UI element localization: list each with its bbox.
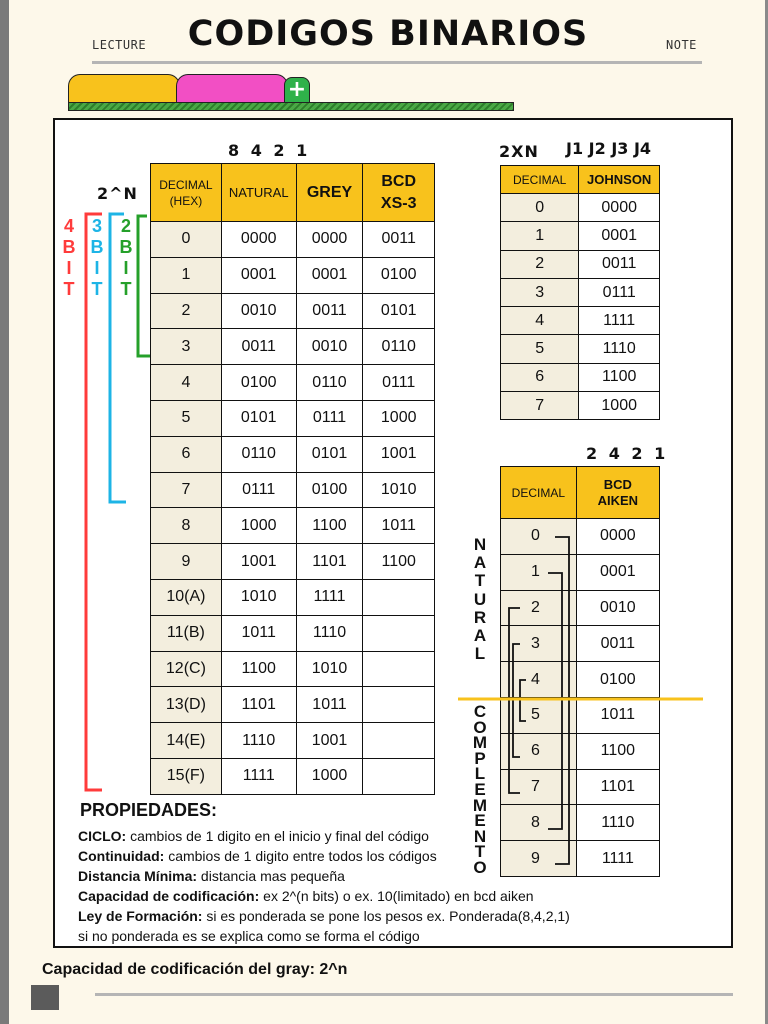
decimal-cell: 8 xyxy=(151,508,222,544)
decimal-cell: 4 xyxy=(501,307,579,335)
grey-cell: 0001 xyxy=(296,257,363,293)
decimal-cell: 7 xyxy=(151,472,222,508)
johnson-positions-label: J1 J2 J3 J4 xyxy=(566,139,652,158)
grey-cell: 0000 xyxy=(296,222,363,258)
footer-square-icon[interactable] xyxy=(31,985,59,1010)
natural-cell: 1011 xyxy=(221,615,296,651)
property-continuation: si no ponderada es se explica como se forma el código xyxy=(78,928,420,944)
bcd-cell: 0011 xyxy=(363,222,435,258)
aiken-cell: 0001 xyxy=(576,554,659,590)
complemento-letter: E xyxy=(474,811,486,831)
johnson-header-johnson: JOHNSON xyxy=(579,166,660,194)
bcd-cell: 1001 xyxy=(363,436,435,472)
property-term: Ley de Formación: xyxy=(78,908,203,924)
grey-cell: 0111 xyxy=(296,400,363,436)
bcd-cell: 1000 xyxy=(363,400,435,436)
grey-cell: 1111 xyxy=(296,579,363,615)
decimal-cell: 13(D) xyxy=(151,687,222,723)
decimal-cell: 2 xyxy=(501,250,579,278)
natural-cell: 1000 xyxy=(221,508,296,544)
decimal-cell: 9 xyxy=(151,544,222,580)
decimal-cell: 3 xyxy=(501,626,577,662)
property-term: Capacidad de codificación: xyxy=(78,888,260,904)
decimal-cell: 11(B) xyxy=(151,615,222,651)
johnson-cell: 0000 xyxy=(579,194,660,222)
note-label: NOTE xyxy=(666,38,697,52)
decimal-cell: 0 xyxy=(151,222,222,258)
property-text: ex 2^(n bits) o ex. 10(limitado) en bcd aiken xyxy=(259,888,534,904)
bcd-cell: 0100 xyxy=(363,257,435,293)
grey-cell: 0110 xyxy=(296,365,363,401)
complemento-letter: E xyxy=(474,779,486,799)
decimal-cell: 5 xyxy=(501,335,579,363)
decimal-cell: 6 xyxy=(501,363,579,391)
header-decimal-hex: DECIMAL (HEX) xyxy=(151,164,222,222)
decimal-cell: 0 xyxy=(501,194,579,222)
grey-cell: 1110 xyxy=(296,615,363,651)
natural-cell: 1110 xyxy=(221,723,296,759)
decimal-cell: 4 xyxy=(151,365,222,401)
natural-cell: 0110 xyxy=(221,436,296,472)
property-text: si es ponderada se pone los pesos ex. Ponderada(8,4,2,1) xyxy=(202,908,570,924)
johnson-cell: 1110 xyxy=(579,335,660,363)
property-item xyxy=(78,866,638,886)
property-term: Distancia Mínima: xyxy=(78,868,198,884)
complemento-letter: M xyxy=(472,733,488,753)
johnson-cell: 0011 xyxy=(579,250,660,278)
power-2n-label: 2^N xyxy=(97,184,138,203)
aiken-cell: 1101 xyxy=(576,769,659,805)
natural-letter: L xyxy=(474,644,486,664)
complemento-letter: O xyxy=(473,717,487,737)
weights-8421-label: 8 4 2 1 xyxy=(228,141,311,160)
bcd-cell: 0111 xyxy=(363,365,435,401)
aiken-header-decimal: DECIMAL xyxy=(501,467,577,519)
property-text: cambios de 1 digito entre todos los códigos xyxy=(164,848,437,864)
bcd-cell: 0101 xyxy=(363,293,435,329)
four-bit-label: 4 B I T xyxy=(62,216,76,299)
lecture-label: LECTURE xyxy=(92,38,147,52)
bcd-cell: 1010 xyxy=(363,472,435,508)
property-item xyxy=(78,826,638,846)
three-bit-label: 3 B I T xyxy=(90,216,104,299)
natural-cell: 1001 xyxy=(221,544,296,580)
grey-cell: 0011 xyxy=(296,293,363,329)
header-grey: GREY xyxy=(296,164,363,222)
decimal-cell: 1 xyxy=(151,257,222,293)
decimal-cell: 4 xyxy=(501,662,577,698)
decimal-cell: 7 xyxy=(501,769,577,805)
complemento-letter: T xyxy=(474,842,486,862)
add-tab-button[interactable]: + xyxy=(284,77,310,103)
header-natural: NATURAL xyxy=(221,164,296,222)
grey-cell: 1100 xyxy=(296,508,363,544)
aiken-cell: 0010 xyxy=(576,590,659,626)
footer-note: Capacidad de codificación del gray: 2^n xyxy=(42,961,348,978)
complemento-letter: C xyxy=(473,702,487,721)
johnson-cell: 1100 xyxy=(579,363,660,391)
header-bcd-xs3: BCD XS-3 xyxy=(363,164,435,222)
property-term: CICLO: xyxy=(78,828,127,844)
johnson-cell: 0001 xyxy=(579,222,660,250)
grey-cell: 0101 xyxy=(296,436,363,472)
decimal-cell: 2 xyxy=(501,590,577,626)
natural-cell: 0011 xyxy=(221,329,296,365)
two-bit-label: 2 B I T xyxy=(119,216,133,299)
decimal-cell: 3 xyxy=(501,278,579,306)
power-2xn-label: 2XN xyxy=(499,142,539,161)
johnson-header-decimal: DECIMAL xyxy=(501,166,579,194)
aiken-cell: 1111 xyxy=(576,841,659,877)
aiken-cell: 0000 xyxy=(576,519,659,555)
decimal-cell: 3 xyxy=(151,329,222,365)
grey-cell: 1101 xyxy=(296,544,363,580)
grey-cell: 1011 xyxy=(296,687,363,723)
grey-cell: 1010 xyxy=(296,651,363,687)
bcd-cell: 1011 xyxy=(363,508,435,544)
decimal-cell: 12(C) xyxy=(151,651,222,687)
johnson-cell: 0111 xyxy=(579,278,660,306)
natural-cell: 0010 xyxy=(221,293,296,329)
aiken-cell: 0011 xyxy=(576,626,659,662)
decimal-cell: 9 xyxy=(501,841,577,877)
complemento-letter: O xyxy=(473,857,487,877)
decimal-cell: 6 xyxy=(501,733,577,769)
decimal-cell: 7 xyxy=(501,392,579,420)
decimal-cell: 15(F) xyxy=(151,758,222,794)
decimal-cell: 1 xyxy=(501,222,579,250)
property-item xyxy=(78,886,638,906)
properties-list xyxy=(78,826,638,946)
natural-cell: 0000 xyxy=(221,222,296,258)
natural-letter: N xyxy=(473,535,487,554)
decimal-cell: 6 xyxy=(151,436,222,472)
decimal-cell: 8 xyxy=(501,805,577,841)
complemento-letter: P xyxy=(474,748,486,768)
natural-letter: R xyxy=(473,607,487,627)
complemento-letter: L xyxy=(474,764,486,784)
natural-cell: 0111 xyxy=(221,472,296,508)
natural-letter: U xyxy=(473,589,487,609)
page-title: CODIGOS BINARIOS xyxy=(187,14,589,54)
natural-cell: 1100 xyxy=(221,651,296,687)
aiken-header-bcd-aiken: BCD AIKEN xyxy=(576,467,659,519)
grey-cell: 0100 xyxy=(296,472,363,508)
aiken-cell: 1011 xyxy=(576,697,659,733)
aiken-cell: 0100 xyxy=(576,662,659,698)
property-text: cambios de 1 digito en el inicio y final del código xyxy=(126,828,429,844)
natural-letter: T xyxy=(474,571,486,591)
natural-cell: 1010 xyxy=(221,579,296,615)
decimal-cell: 5 xyxy=(151,400,222,436)
decimal-cell: 0 xyxy=(501,519,577,555)
natural-cell: 0101 xyxy=(221,400,296,436)
grey-cell: 1000 xyxy=(296,758,363,794)
johnson-cell: 1111 xyxy=(579,307,660,335)
grey-cell: 1001 xyxy=(296,723,363,759)
natural-letter: A xyxy=(473,625,487,645)
natural-cell: 1101 xyxy=(221,687,296,723)
bcd-cell: 1100 xyxy=(363,544,435,580)
property-term: Continuidad: xyxy=(78,848,165,864)
natural-cell: 0100 xyxy=(221,365,296,401)
aiken-cell: 1100 xyxy=(576,733,659,769)
aiken-cell: 1110 xyxy=(576,805,659,841)
footer-rule xyxy=(95,993,733,996)
decimal-cell: 2 xyxy=(151,293,222,329)
natural-cell: 0001 xyxy=(221,257,296,293)
property-item xyxy=(78,906,638,926)
property-text: distancia mas pequeña xyxy=(197,868,345,884)
decimal-cell: 14(E) xyxy=(151,723,222,759)
bcd-cell: 0110 xyxy=(363,329,435,365)
natural-letter: A xyxy=(473,553,487,573)
complemento-letter: M xyxy=(472,795,488,815)
decimal-cell: 5 xyxy=(501,697,577,733)
grey-cell: 0010 xyxy=(296,329,363,365)
decimal-cell: 10(A) xyxy=(151,579,222,615)
complemento-letter: N xyxy=(473,826,487,846)
weights-2421-label: 2 4 2 1 xyxy=(586,444,669,463)
decimal-cell: 1 xyxy=(501,554,577,590)
johnson-cell: 1000 xyxy=(579,392,660,420)
natural-cell: 1111 xyxy=(221,758,296,794)
property-item xyxy=(78,842,638,866)
properties-title: PROPIEDADES: xyxy=(80,800,218,820)
